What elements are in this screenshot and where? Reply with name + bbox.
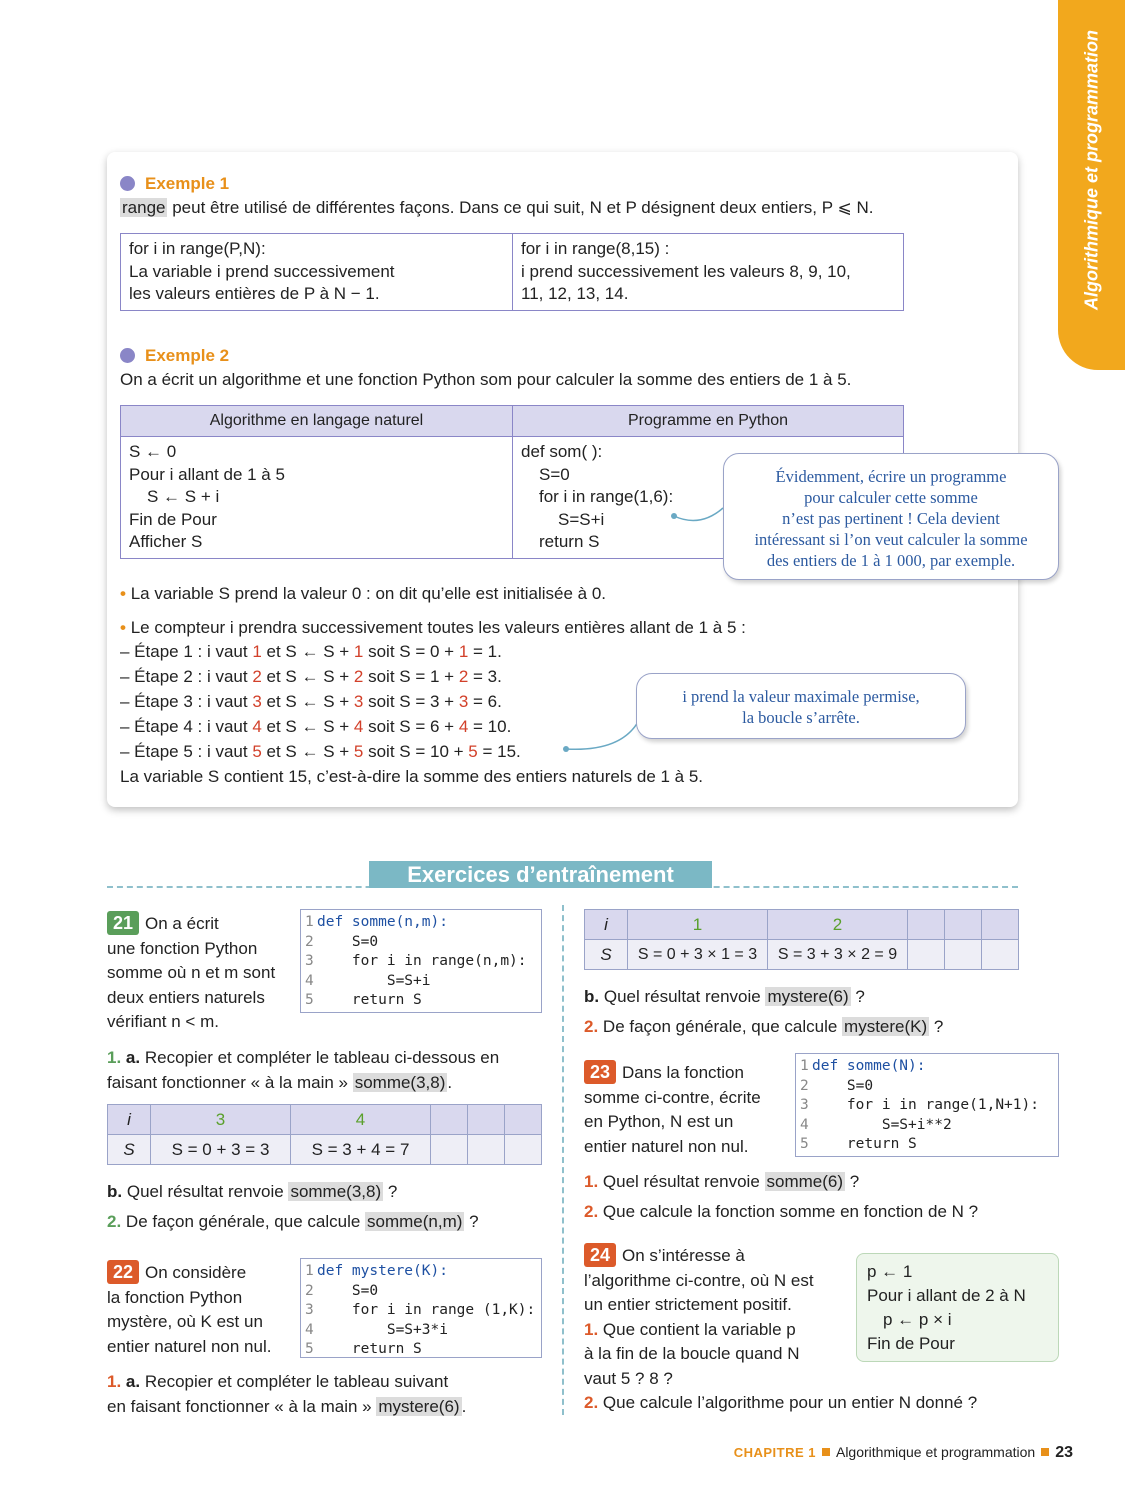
note-initialisation: • La variable S prend la valeur 0 : on dit qu’elle est initialisée à 0.: [120, 584, 607, 603]
exercise-21-number: 21: [107, 911, 139, 935]
range-keyword: range: [122, 198, 166, 217]
range-left-line2: les valeurs entières de P à N − 1.: [129, 284, 380, 303]
range-table: [120, 233, 904, 311]
range-right-line1: i prend successivement les valeurs 8, 9, 10,: [521, 261, 851, 281]
exercise-22-code: 1 def mystere(K): 2 S=0 3 for i in range (1,K): 4 S=S+3*i 5 return S: [300, 1258, 542, 1358]
square-icon: [822, 1448, 830, 1456]
exercise-21-statement: 21 On a écrit une fonction Python somme où n et m sont deux entiers naturels vérifiant n < m.: [107, 913, 276, 1031]
python-column-header: Programme en Python: [513, 406, 904, 437]
step-row: – Étape 4 : i vaut 4 et S ← S + 4 soit S = 6 + 4 = 10.: [120, 717, 512, 736]
range-left-cell: [121, 234, 513, 311]
chapter-side-tab-label: Algorithmique et programmation: [1081, 29, 1101, 311]
range-left-code: for i in range(P,N):: [129, 239, 266, 258]
range-right-line2: 11, 12, 13, 14.: [521, 284, 629, 303]
exercise-21-q2: 2. De façon générale, que calcule somme(n,m) ?: [107, 1212, 479, 1231]
exercise-22-q1b: b. Quel résultat renvoie mystere(6) ?: [584, 987, 865, 1006]
comment-bubble-2: [636, 673, 966, 739]
exercise-22-statement: 22 On considère la fonction Python mystère, où K est un entier naturel non nul.: [107, 1262, 272, 1356]
page-footer: [734, 1444, 1073, 1462]
bubble1-connector-dot: [671, 513, 677, 519]
exercise-23-code: 1 def somme(N): 2 S=0 3 for i in range(1,N+1): 4 S=S+i**2 5 return S: [795, 1053, 1059, 1157]
bullet-icon: [120, 348, 135, 363]
exercise-23-q1: 1. Quel résultat renvoie somme(6) ?: [584, 1172, 860, 1191]
algo-column-header: Algorithme en langage naturel: [121, 406, 513, 437]
bubble1-line: des entiers de 1 à 1 000, par exemple.: [766, 551, 1016, 570]
footer-title: Algorithmique et programmation: [835, 1444, 1036, 1460]
example1-title: Exemple 1: [145, 174, 230, 193]
algo-line: Afficher S: [129, 532, 203, 551]
bubble1-line: pour calculer cette somme: [804, 488, 978, 507]
exercise-24-statement: 24 On s’intéresse à l’algorithme ci-contre, où N est un entier strictement positif. 1. Que contient la variable p à la fin de la boucle quand N vaut 5 ? 8 ? 2. Que calcule l’algorithme pour un entier N donné ?: [584, 1245, 978, 1412]
algo-line: Fin de Pour: [129, 509, 217, 529]
algo24-line: Fin de Pour: [867, 1334, 955, 1353]
exercises-title: Exercices d’entraînement: [369, 861, 712, 888]
algo-cell: [121, 437, 513, 559]
algo-line: Pour i allant de 1 à 5: [129, 464, 285, 484]
bubble1-connector: [674, 508, 723, 521]
python-line: return S: [539, 532, 600, 551]
algo-line: S ← S + i: [147, 487, 220, 506]
bubble1-line: intéressant si l’on veut calculer la somme: [754, 530, 1028, 549]
note-counter: • Le compteur i prendra successivement toutes les valeurs entières allant de 1 à 5 :: [120, 618, 746, 637]
bubble1-line: n’est pas pertinent ! Cela devient: [782, 509, 1000, 528]
exercise-23-statement: 23 Dans la fonction somme ci-contre, écrite en Python, N est un entier naturel non nul.: [584, 1062, 761, 1156]
column-separator: [562, 905, 564, 1415]
algo-line: S ← 0: [129, 442, 177, 461]
example1-heading: [120, 172, 229, 196]
bubble1-line: Évidemment, écrire un programme: [775, 467, 1007, 486]
exercise-21-code: 1 def somme(n,m): 2 S=0 3 for i in range(n,m): 4 S=S+i 5 return S: [300, 909, 542, 1013]
range-left-line1: La variable i prend successivement: [129, 261, 395, 281]
step-row: – Étape 5 : i vaut 5 et S ← S + 5 soit S = 10 + 5 = 15.: [120, 742, 521, 761]
note1-text: La variable S prend la valeur 0 : on dit qu’elle est initialisée à 0.: [130, 584, 607, 603]
algo24-line: Pour i allant de 2 à N: [867, 1286, 1026, 1305]
exercise-23-q2: 2. Que calcule la fonction somme en fonction de N ?: [584, 1202, 979, 1221]
python-line: for i in range(1,6):: [539, 487, 674, 506]
bullet-icon: [120, 176, 135, 191]
algo24-line: p ← 1: [867, 1262, 913, 1281]
page-number: 23: [1055, 1444, 1073, 1461]
steps-conclusion: La variable S contient 15, c’est-à-dire la somme des entiers naturels de 1 à 5.: [120, 767, 704, 786]
exercise-24-algorithm: [856, 1253, 1059, 1362]
python-line: S=0: [539, 464, 570, 484]
chapter-side-tab: [1058, 0, 1125, 370]
exercise-22-q2: 2. De façon générale, que calcule mystere(K) ?: [584, 1017, 944, 1036]
exercise-21-table: i 3 4 S S = 0 + 3 = 3 S = 3 + 4 = 7: [107, 1104, 542, 1165]
example1-intro: [120, 196, 873, 220]
exercise-22-q1a: 1. a. Recopier et compléter le tableau suivant en faisant fonctionner « à la main » mystere(6) .: [107, 1372, 467, 1416]
exercise-23-number: 23: [584, 1060, 616, 1084]
exercise-22-number: 22: [107, 1260, 139, 1284]
algo24-line: p ← p × i: [883, 1310, 952, 1329]
square-icon: [1041, 1448, 1049, 1456]
python-line: S=S+i: [558, 509, 605, 529]
bubble2-line: i prend la valeur maximale permise,: [682, 687, 920, 706]
example2-heading: [120, 344, 229, 368]
bubble2-line: la boucle s’arrête.: [742, 708, 860, 727]
exercise-21-q1a: 1. a. Recopier et compléter le tableau ci-dessous en faisant fonctionner « à la main » somme(3,8) .: [107, 1048, 500, 1092]
range-right-cell: [513, 234, 904, 311]
note2-text: Le compteur i prendra successivement toutes les valeurs entières allant de 1 à 5 :: [130, 618, 746, 637]
steps-list: [120, 640, 703, 789]
footer-chapter: CHAPITRE 1: [733, 1445, 816, 1460]
exercise-24-number: 24: [584, 1243, 616, 1267]
example2-intro: On a écrit un algorithme et une fonction Python som pour calculer la somme des entiers de 1 à 5.: [120, 370, 852, 389]
example2-title: Exemple 2: [145, 346, 230, 365]
range-right-code: for i in range(8,15) :: [521, 239, 670, 258]
step-row: – Étape 3 : i vaut 3 et S ← S + 3 soit S = 3 + 3 = 6.: [120, 692, 502, 711]
example1-intro-text: peut être utilisé de différentes façons. Dans ce qui suit, N et P désignent deux entiers, P ⩽ N.: [167, 198, 874, 217]
comment-bubble-1: [723, 453, 1059, 580]
step-row: – Étape 1 : i vaut 1 et S ← S + 1 soit S = 0 + 1 = 1.: [120, 642, 502, 661]
exercise-21-q1b: b. Quel résultat renvoie somme(3,8) ?: [107, 1182, 398, 1201]
exercise-22-table: i 1 2 S S = 0 + 3 × 1 = 3 S = 3 + 3 × 2 = 9: [584, 909, 1019, 970]
step-row: – Étape 2 : i vaut 2 et S ← S + 2 soit S = 1 + 2 = 3.: [120, 667, 502, 686]
python-line: def som( ):: [521, 442, 603, 461]
